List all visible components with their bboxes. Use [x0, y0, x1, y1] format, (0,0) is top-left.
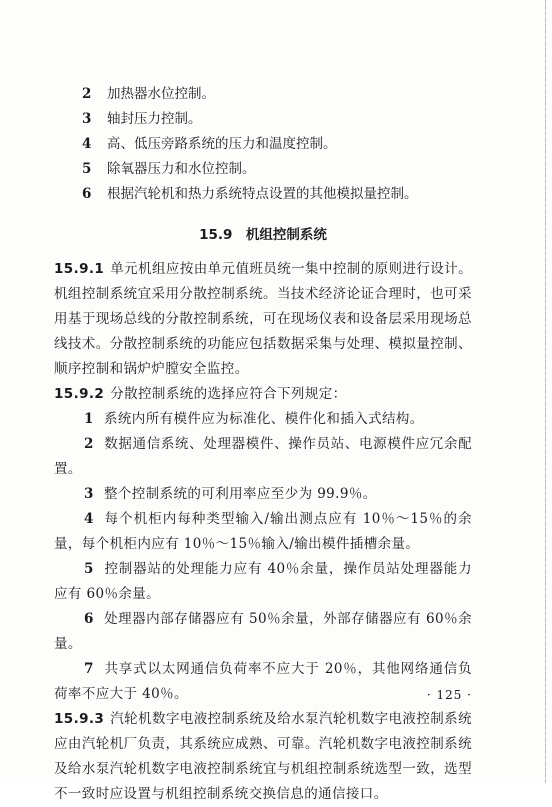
- section-title: 15.9 机组控制系统: [199, 227, 327, 243]
- control-list: [54, 84, 472, 205]
- clause-text: 单元机组应按由单元值班员统一集中控制的原则进行设计。机组控制系统宜采用分散控制系统。当技术经济论证合理时，也可采用基于现场总线的分散控制系统，可在现场仪表和设备层采用现场总线技术。分散控制系统的功能应包括数据采集与处理、模拟量控制、顺序控制和锅炉炉膛安全监控。: [54, 261, 472, 377]
- list-number: 3: [82, 111, 92, 127]
- list-number: 4: [82, 136, 92, 152]
- sub-item: [54, 407, 472, 432]
- sub-item: [54, 657, 472, 707]
- list-text: 加热器水位控制。: [107, 86, 215, 102]
- page-content: [54, 84, 472, 807]
- sub-number: 3: [84, 486, 94, 502]
- sub-item: [54, 557, 472, 607]
- sub-text: 每个机柜内每种类型输入/输出测点应有 10％～15％的余量，每个机柜内应有 10％～15％输入/输出模件插槽余量。: [54, 511, 472, 552]
- list-number: 2: [82, 86, 92, 102]
- sub-item: [54, 607, 472, 657]
- sub-number: 5: [84, 561, 94, 577]
- sub-text: 数据通信系统、处理器模件、操作员站、电源模件应冗余配置。: [54, 436, 472, 477]
- clause-number: 15.9.1: [54, 261, 105, 277]
- list-item: [54, 109, 472, 130]
- sub-item: [54, 507, 472, 557]
- clause-15-9-3: [54, 707, 472, 807]
- page-number: · 125 ·: [426, 688, 472, 702]
- list-number: 5: [82, 161, 92, 177]
- clause-number: 15.9.2: [54, 386, 105, 402]
- list-text: 除氧器压力和水位控制。: [107, 161, 256, 177]
- clause-number: 15.9.3: [54, 711, 105, 727]
- clause-15-9-2: [54, 382, 472, 407]
- sub-text: 共享式以太网通信负荷率不应大于 20％，其他网络通信负荷率不应大于 40％。: [54, 661, 472, 702]
- list-item: [54, 84, 472, 105]
- sub-number: 2: [84, 436, 94, 452]
- list-text: 轴封压力控制。: [107, 111, 202, 127]
- list-text: 根据汽轮机和热力系统特点设置的其他模拟量控制。: [107, 186, 418, 202]
- list-text: 高、低压旁路系统的压力和温度控制。: [107, 136, 337, 152]
- sub-text: 整个控制系统的可利用率应至少为 99.9％。: [104, 486, 377, 502]
- sub-text: 处理器内部存储器应有 50％余量，外部存储器应有 60％余量。: [54, 611, 472, 652]
- list-item: [54, 159, 472, 180]
- clause-text: 汽轮机数字电液控制系统及给水泵汽轮机数字电液控制系统应由汽轮机厂负责，其系统应成熟、可靠。汽轮机数字电液控制系统及给水泵汽轮机数字电液控制系统宜与机组控制系统选型一致，选型不一致时应设置与机组控制系统交换信息的通信接口。: [54, 711, 472, 802]
- sub-number: 7: [84, 661, 94, 677]
- sub-text: 控制器站的处理能力应有 40％余量，操作员站处理器能力应有 60％余量。: [54, 561, 472, 602]
- list-number: 6: [82, 186, 92, 202]
- sub-number: 1: [84, 411, 94, 427]
- sub-item: [54, 432, 472, 482]
- list-item: [54, 184, 472, 205]
- sub-number: 6: [84, 611, 94, 627]
- sub-item: [54, 482, 472, 507]
- clause-15-9-1: [54, 257, 472, 382]
- page-edge-line: [545, 0, 546, 783]
- sub-text: 系统内所有模件应为标准化、模件化和插入式结构。: [104, 411, 424, 427]
- sub-number: 4: [84, 511, 94, 527]
- clause-text: 分散控制系统的选择应符合下列规定：: [110, 386, 347, 402]
- list-item: [54, 134, 472, 155]
